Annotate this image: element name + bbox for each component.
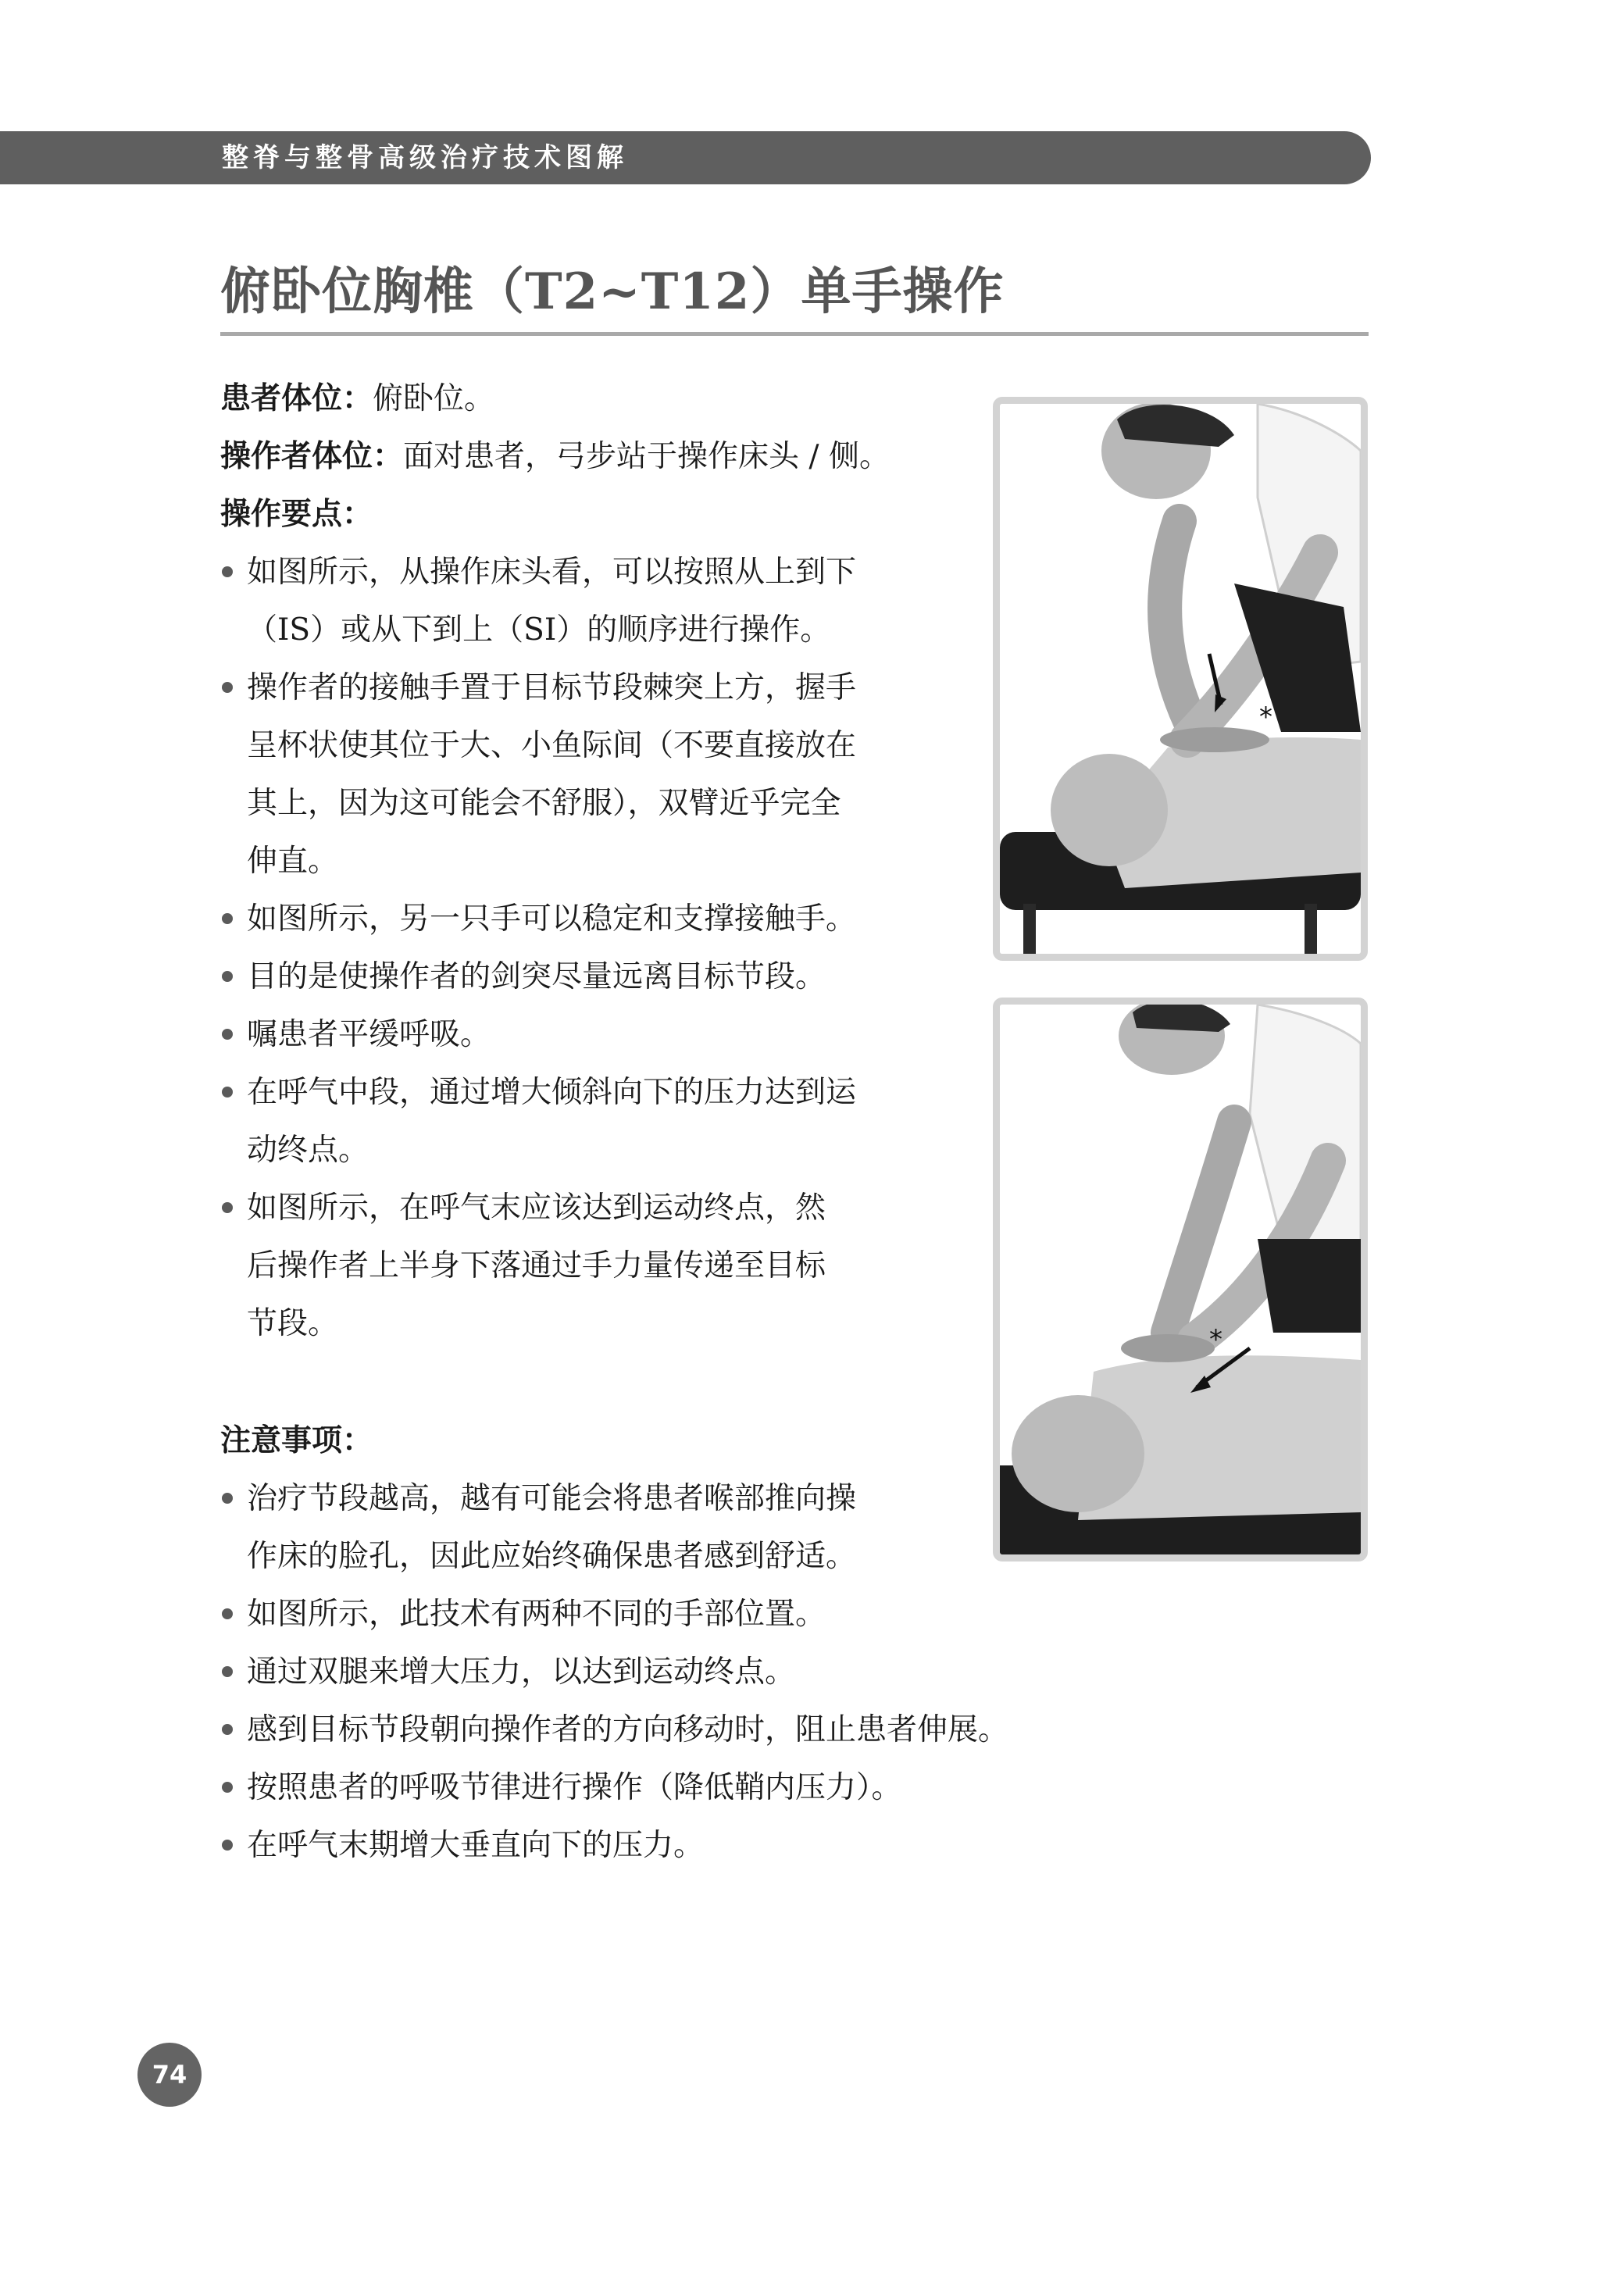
list-item-line: 操作者的接触手置于目标节段棘突上方，握手 [247,670,857,705]
running-header-bar [0,131,1371,184]
list-item [220,1644,1181,1701]
patient-position-value: 俯卧位。 [373,381,495,416]
bullet-icon [222,1724,233,1735]
bullet-icon [222,682,233,693]
list-item-line: 按照患者的呼吸节律进行操作（降低鞘内压力）。 [247,1770,902,1805]
list-item-line: （IS）或从下到上（SI）的顺序进行操作。 [247,612,831,648]
list-item-line: 目的是使操作者的剑突尽量远离目标节段。 [247,959,826,994]
page-number: 74 [137,2043,202,2107]
list-item-line: 通过双腿来增大压力，以达到运动终点。 [247,1654,796,1690]
photo-bottom-illustration [1000,1005,1361,1554]
list-item-line: 后操作者上半身下落通过手力量传递至目标 [247,1248,826,1283]
list-item-line: 节段。 [247,1306,339,1341]
key-points-heading: 操作要点： [220,497,373,532]
operator-position-value: 面对患者，弓步站于操作床头 / 侧。 [403,439,890,474]
list-item-line: 嘱患者平缓呼吸。 [247,1017,491,1052]
running-header-title: 整脊与整骨高级治疗技术图解 [222,142,628,173]
list-item-line: 伸直。 [247,844,339,879]
patient-position-label: 患者体位： [220,381,373,416]
list-item-line: 如图所示，在呼气末应该达到运动终点，然 [247,1190,826,1226]
list-item-line: 如图所示，从操作床头看，可以按照从上到下 [247,555,857,590]
list-item [220,1701,1181,1759]
precautions-heading: 注意事项： [220,1423,373,1458]
list-item [220,1586,1181,1644]
operator-position-label: 操作者体位： [220,439,404,474]
bullet-icon [222,566,233,577]
list-item-line: 动终点。 [247,1133,369,1168]
photo-top-illustration [1000,404,1361,954]
bullet-icon [222,971,233,982]
bullet-icon [222,1608,233,1619]
list-item-line: 治疗节段越高，越有可能会将患者喉部推向操 [247,1481,857,1516]
list-item [220,1759,1181,1817]
bullet-icon [222,1493,233,1504]
list-item-line: 在呼气末期增大垂直向下的压力。 [247,1828,705,1863]
list-item-line: 在呼气中段，通过增大倾斜向下的压力达到运 [247,1075,857,1110]
page-title: 俯卧位胸椎（T2~T12）单手操作 [220,262,1005,321]
list-item-line: 其上，因为这可能会不舒服），双臂近乎完全 [247,786,841,821]
list-item-line: 呈杯状使其位于大、小鱼际间（不要直接放在 [247,728,857,763]
bullet-icon [222,1029,233,1040]
bullet-icon [222,1840,233,1851]
list-item-line: 作床的脸孔，因此应始终确保患者感到舒适。 [247,1539,857,1574]
list-item [220,1817,1181,1875]
bullet-icon [222,1202,233,1213]
photo-top-marker: * [1259,701,1272,733]
list-item-line: 如图所示，此技术有两种不同的手部位置。 [247,1597,826,1632]
bullet-icon [222,1666,233,1677]
bullet-icon [222,1782,233,1793]
list-item-line: 如图所示，另一只手可以稳定和支撑接触手。 [247,901,857,937]
title-underline [220,332,1369,336]
list-item-line: 感到目标节段朝向操作者的方向移动时，阻止患者伸展。 [247,1712,1009,1747]
technique-photo-bottom [993,998,1368,1562]
bullet-icon [222,913,233,924]
photo-bottom-marker: * [1209,1324,1222,1355]
technique-photo-top [993,397,1368,961]
bullet-icon [222,1087,233,1098]
